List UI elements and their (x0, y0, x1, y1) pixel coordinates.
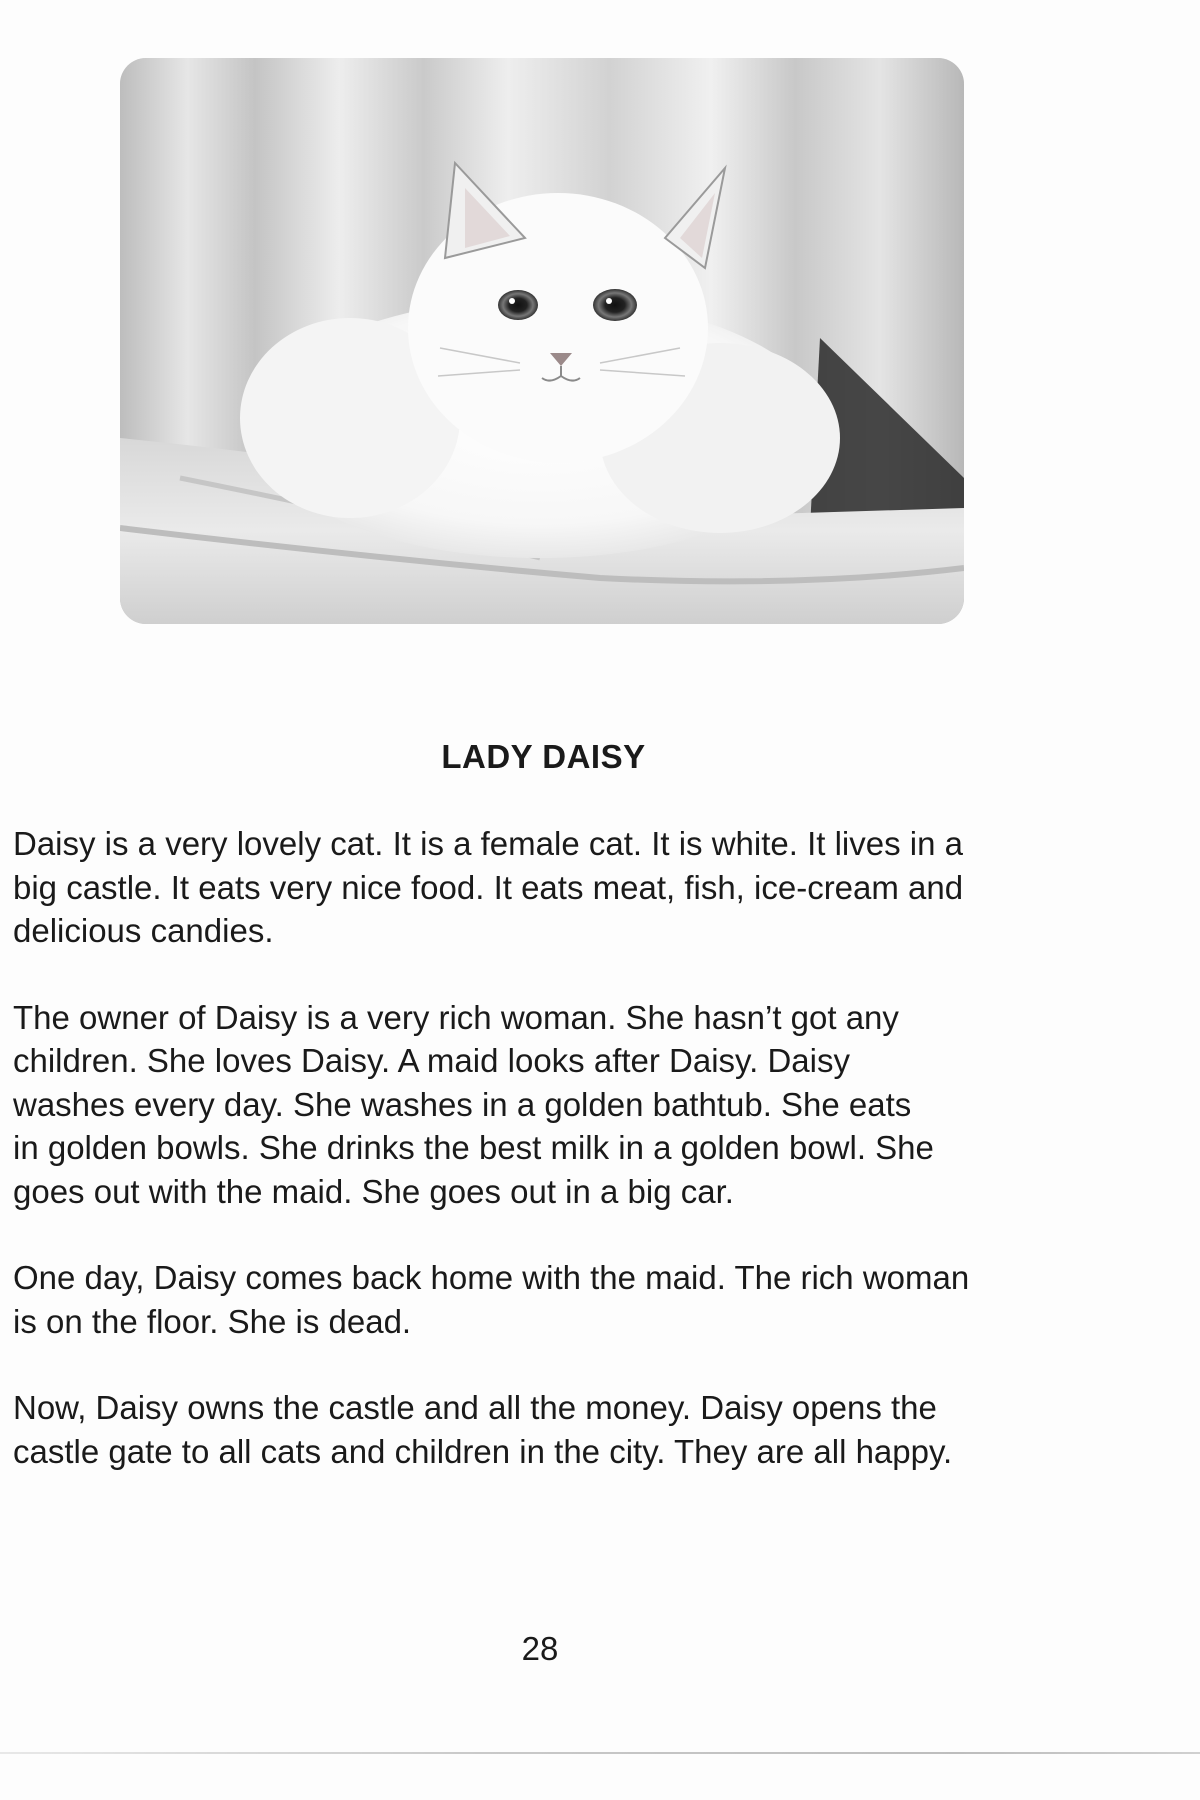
text-line: in golden bowls. She drinks the best milk in a golden bowl. She (13, 1129, 934, 1166)
text-line: The owner of Daisy is a very rich woman. She hasn’t got any (13, 998, 899, 1036)
text-line: is on the floor. She is dead. (13, 1302, 412, 1340)
text-line: Daisy is a very lovely cat. It is a female cat. It is white. It lives in a (13, 825, 963, 862)
text-line: delicious candies. (13, 912, 274, 949)
text-line: big castle. It eats very nice food. It eats meat, fish, ice-cream and (13, 868, 964, 906)
text-line: Now, Daisy owns the castle and all the money. Daisy opens the (13, 1389, 937, 1426)
white-cat-illustration (120, 58, 964, 624)
story-title: LADY DAISY (441, 738, 646, 775)
text-line: children. She loves Daisy. A maid looks after Daisy. Daisy (13, 1042, 850, 1079)
text-line: castle gate to all cats and children in the city. They are all happy. (13, 1432, 953, 1470)
text-line: One day, Daisy comes back home with the maid. The rich woman (13, 1259, 970, 1296)
text-line: goes out with the maid. She goes out in a big car. (13, 1172, 734, 1210)
paragraph-2 (13, 996, 1093, 1214)
bottom-rule (0, 1752, 1200, 1754)
page-number: 28 (521, 1630, 559, 1667)
paragraph-1 (13, 822, 1093, 953)
cat-photo (120, 58, 964, 624)
text-line: washes every day. She washes in a golden bathtub. She eats (13, 1085, 912, 1123)
paragraph-4 (13, 1386, 1093, 1473)
story-body (13, 822, 1093, 1516)
paragraph-3 (13, 1256, 1093, 1343)
